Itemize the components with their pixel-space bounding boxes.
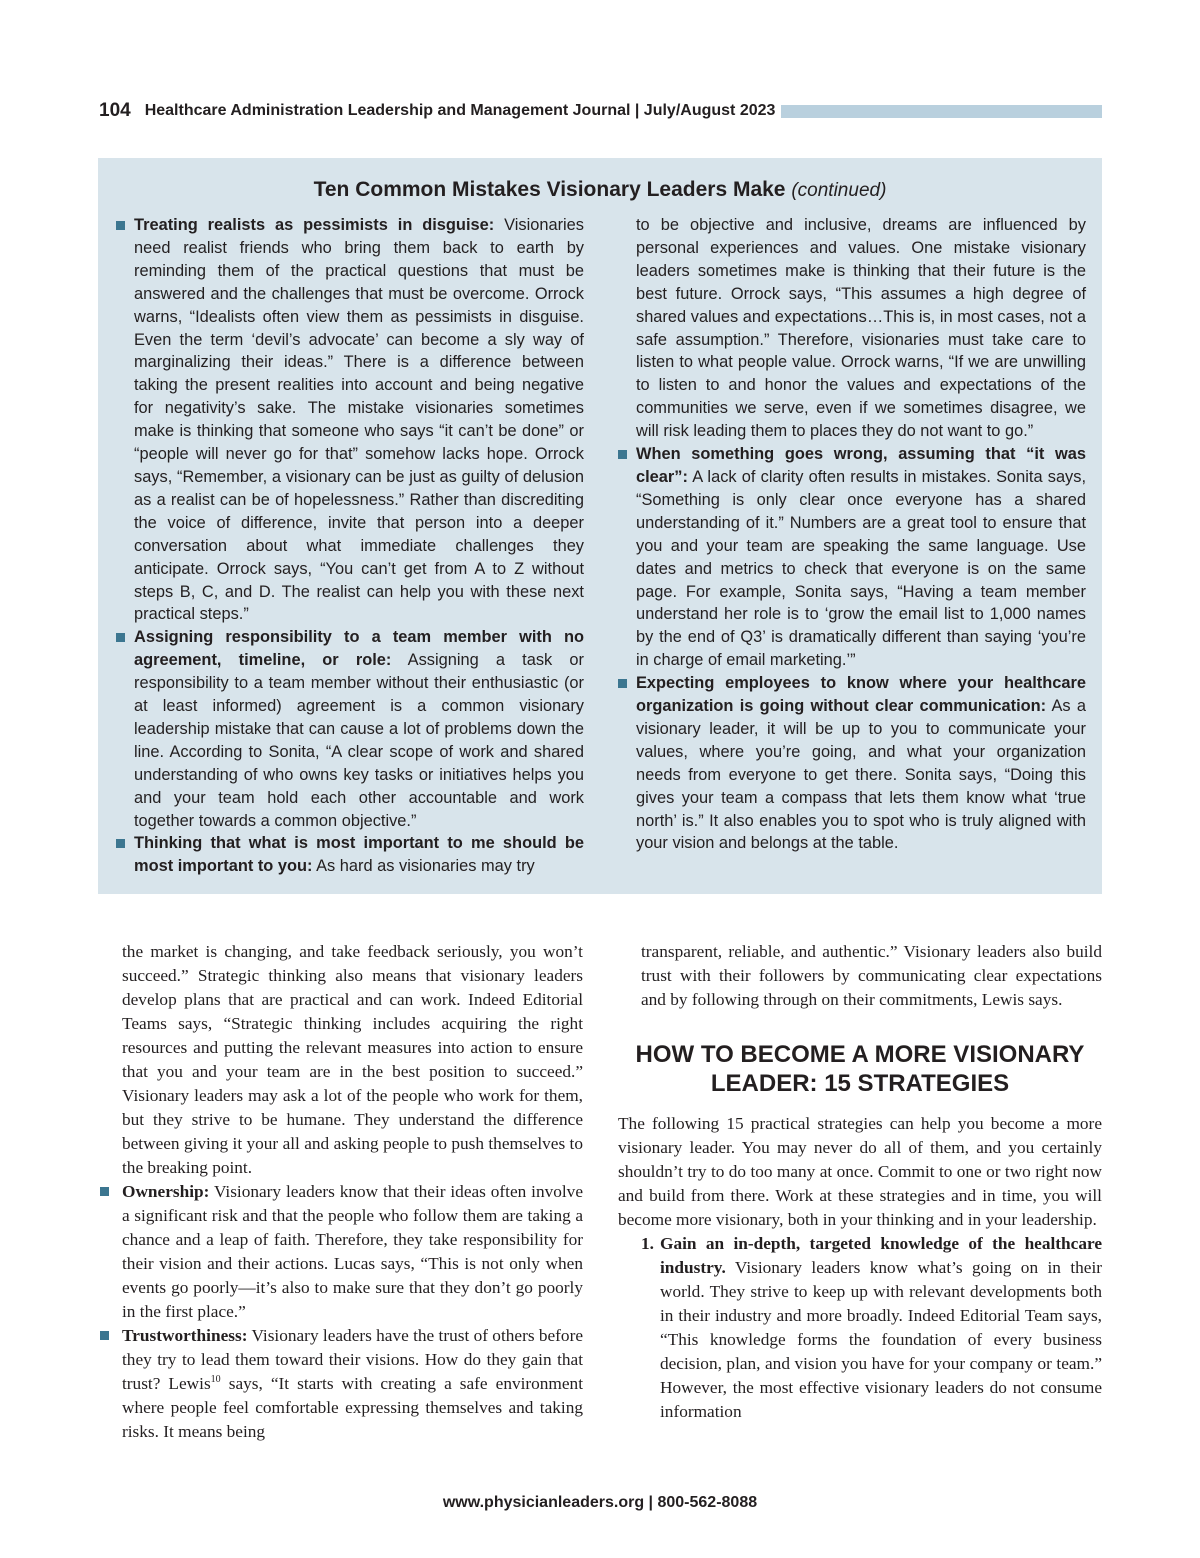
header-rule xyxy=(781,105,1102,118)
page-header xyxy=(99,98,1102,124)
section-heading: HOW TO BECOME A MORE VISIONARY LEADER: 15 STRATEGIES xyxy=(635,1041,1085,1097)
strategy-item xyxy=(618,1232,1102,1424)
citation-superscript: 10 xyxy=(210,1374,221,1386)
item-lead: Ownership: xyxy=(122,1182,210,1201)
sidebar-list-item xyxy=(616,443,1086,672)
sidebar-title-text: Ten Common Mistakes Visionary Leaders Make xyxy=(313,178,786,201)
body-paragraph: the market is changing, and take feedback seriously, you won’t succeed.” Strategic thinking also means that visionary leaders develop plans that are practical and can work. Indeed Editorial Teams says, “Strategic thinking includes acquiring the right resources and putting the relevant measures into action to ensure that you and your team are in the best position to succeed.” Visionary leaders may ask a lot of the people who work for them, but they strive to be humane. They understand the difference between giving it your all and asking people to push themselves to the breaking point. xyxy=(122,942,583,1177)
item-text: As hard as visionaries may try xyxy=(312,857,535,876)
item-text: Visionary leaders know that their ideas often involve a significant risk and that the people who follow them are taking a chance and a leap of faith. Therefore, they take responsibility for their vision and their actions. Lucas says, “This is not only when events go poorly—it’s also to make sure that they don’t go poorly in the first place.” xyxy=(122,1182,583,1321)
sidebar-list-item xyxy=(114,832,584,878)
section-intro: The following 15 practical strategies can help you become a more visionary leader. You may never do all of them, and you certainly shouldn’t try to do too many at once. Commit to one or two right now and build from there. Work at these strategies and in time, you will become more visionary, both in your thinking and in your leadership. xyxy=(618,1114,1102,1229)
body-paragraph: transparent, reliable, and authentic.” Visionary leaders also build trust with their followers by communicating clear expectations and by following through on their commitments, Lewis says. xyxy=(641,942,1102,1009)
mistakes-sidebar xyxy=(98,158,1102,894)
body-left-column xyxy=(99,940,583,1444)
item-text: Assigning a task or responsibility to a team member without their enthusiastic (or at least informed) agreement is a common visionary leadership mistake that can cause a lot of problems down the line. According to Sonita, “A clear scope of work and shared understanding of who owns key tasks or initiatives helps you and your team hold each other accountable and work together towards a common objective.” xyxy=(134,651,584,830)
item-text: Visionaries need realist friends who bring them back to earth by reminding them of the practical questions that must be answered and the challenges that must be overcome. Orrock warns, “Idealists often view them as pessimists in disguise. Even the term ‘devil’s advocate’ can become a sly way of marginalizing their ideas.” There is a difference between taking the present realities into account and being negative for negativity’s sake. The mistake visionaries sometimes make is thinking that someone who says “it can’t be done” or “people will never go for that” somehow lacks hope. Orrock says, “Remember, a visionary can be just as guilty of delusion as a realist can be of hopelessness.” Rather than discrediting the voice of difference, invite that person into a deeper conversation about what immediate challenges they anticipate. Orrock says, “You can’t get from A to Z without steps B, C, and D. The realist can help you with these next practical steps.” xyxy=(134,216,584,624)
item-lead: Trustworthiness: xyxy=(122,1326,248,1345)
sidebar-list-item xyxy=(114,626,584,832)
strategy-lead: Gain an in-depth, targeted knowledge of the healthcare industry. xyxy=(660,1234,1102,1277)
body-right-column xyxy=(618,940,1102,1424)
item-lead: Assigning responsibility to a team member with no agreement, timeline, or role: xyxy=(134,628,584,670)
item-text: A lack of clarity often results in mistakes. Sonita says, “Something is only clear once everyone has a shared understanding of it.” Numbers are a great tool to ensure that you and your team are speaking the same language. Use dates and metrics to check that everyone is on the same page. For example, Sonita says, “Having a team member understand her role is to ‘grow the email list to 1,000 names by the end of Q3’ is dramatically different than saying ‘you’re in charge of email marketing.’” xyxy=(636,467,1086,670)
journal-title: Healthcare Administration Leadership and Management Journal | July/August 2023 xyxy=(144,102,776,119)
strategy-body xyxy=(660,1232,1102,1424)
item-text-continued: says, “It starts with creating a safe environment where people feel comfortable expressing themselves and taking risks. It means being xyxy=(122,1374,583,1441)
item-lead: Thinking that what is most important to me should be most important to you: xyxy=(134,834,584,876)
page-number: 104 xyxy=(99,100,131,121)
sidebar-title xyxy=(114,178,1086,202)
sidebar-title-suffix: (continued) xyxy=(791,180,887,201)
sidebar-list-item xyxy=(616,672,1086,855)
item-lead: Treating realists as pessimists in disguise: xyxy=(134,216,495,234)
item-lead: Expecting employees to know where your healthcare organization is going without clear communication: xyxy=(636,674,1086,716)
sidebar-continuation: to be objective and inclusive, dreams are influenced by personal experiences and values. One mistake visionary leaders sometimes make is thinking that their future is the best future. Orrock says, “This assumes a high degree of shared values and expectations…This is, in most cases, not a safe assumption.” Therefore, visionaries must take care to listen to what people value. Orrock warns, “If we are unwilling to listen to and honor the values and expectations of the communities we serve, even if we sometimes disagree, we will risk leading them to places they do not want to go.” xyxy=(636,216,1086,441)
page-footer: www.physicianleaders.org | 800-562-8088 xyxy=(442,1494,758,1511)
item-text: Visionary leaders have the trust of others before they try to lead them toward their visions. How do they gain that trust? Lewis xyxy=(122,1326,583,1393)
body-list-item xyxy=(99,1180,583,1324)
body-list-item xyxy=(99,1324,583,1444)
sidebar-left-column xyxy=(114,214,584,878)
strategy-number: 1. xyxy=(641,1234,654,1253)
strategy-text: Visionary leaders know what’s going on in their world. They strive to keep up with relevant developments both in their industry and more broadly. Indeed Editorial Team says, “This knowledge forms the foundation of every business decision, plan, and vision you have for your company or team.” However, the most effective visionary leaders do not consume information xyxy=(660,1258,1102,1421)
sidebar-right-column xyxy=(616,214,1086,878)
item-lead: When something goes wrong, assuming that “it was clear”: xyxy=(636,445,1086,486)
item-text: As a visionary leader, it will be up to you to communicate your values, where you’re going, and what your organization needs from everyone to get there. Sonita says, “Doing this gives your team a compass that lets them know what ‘true north’ is.” It also enables you to spot who is truly aligned with your vision and belongs at the table. xyxy=(636,697,1086,853)
sidebar-list-item xyxy=(114,214,584,626)
